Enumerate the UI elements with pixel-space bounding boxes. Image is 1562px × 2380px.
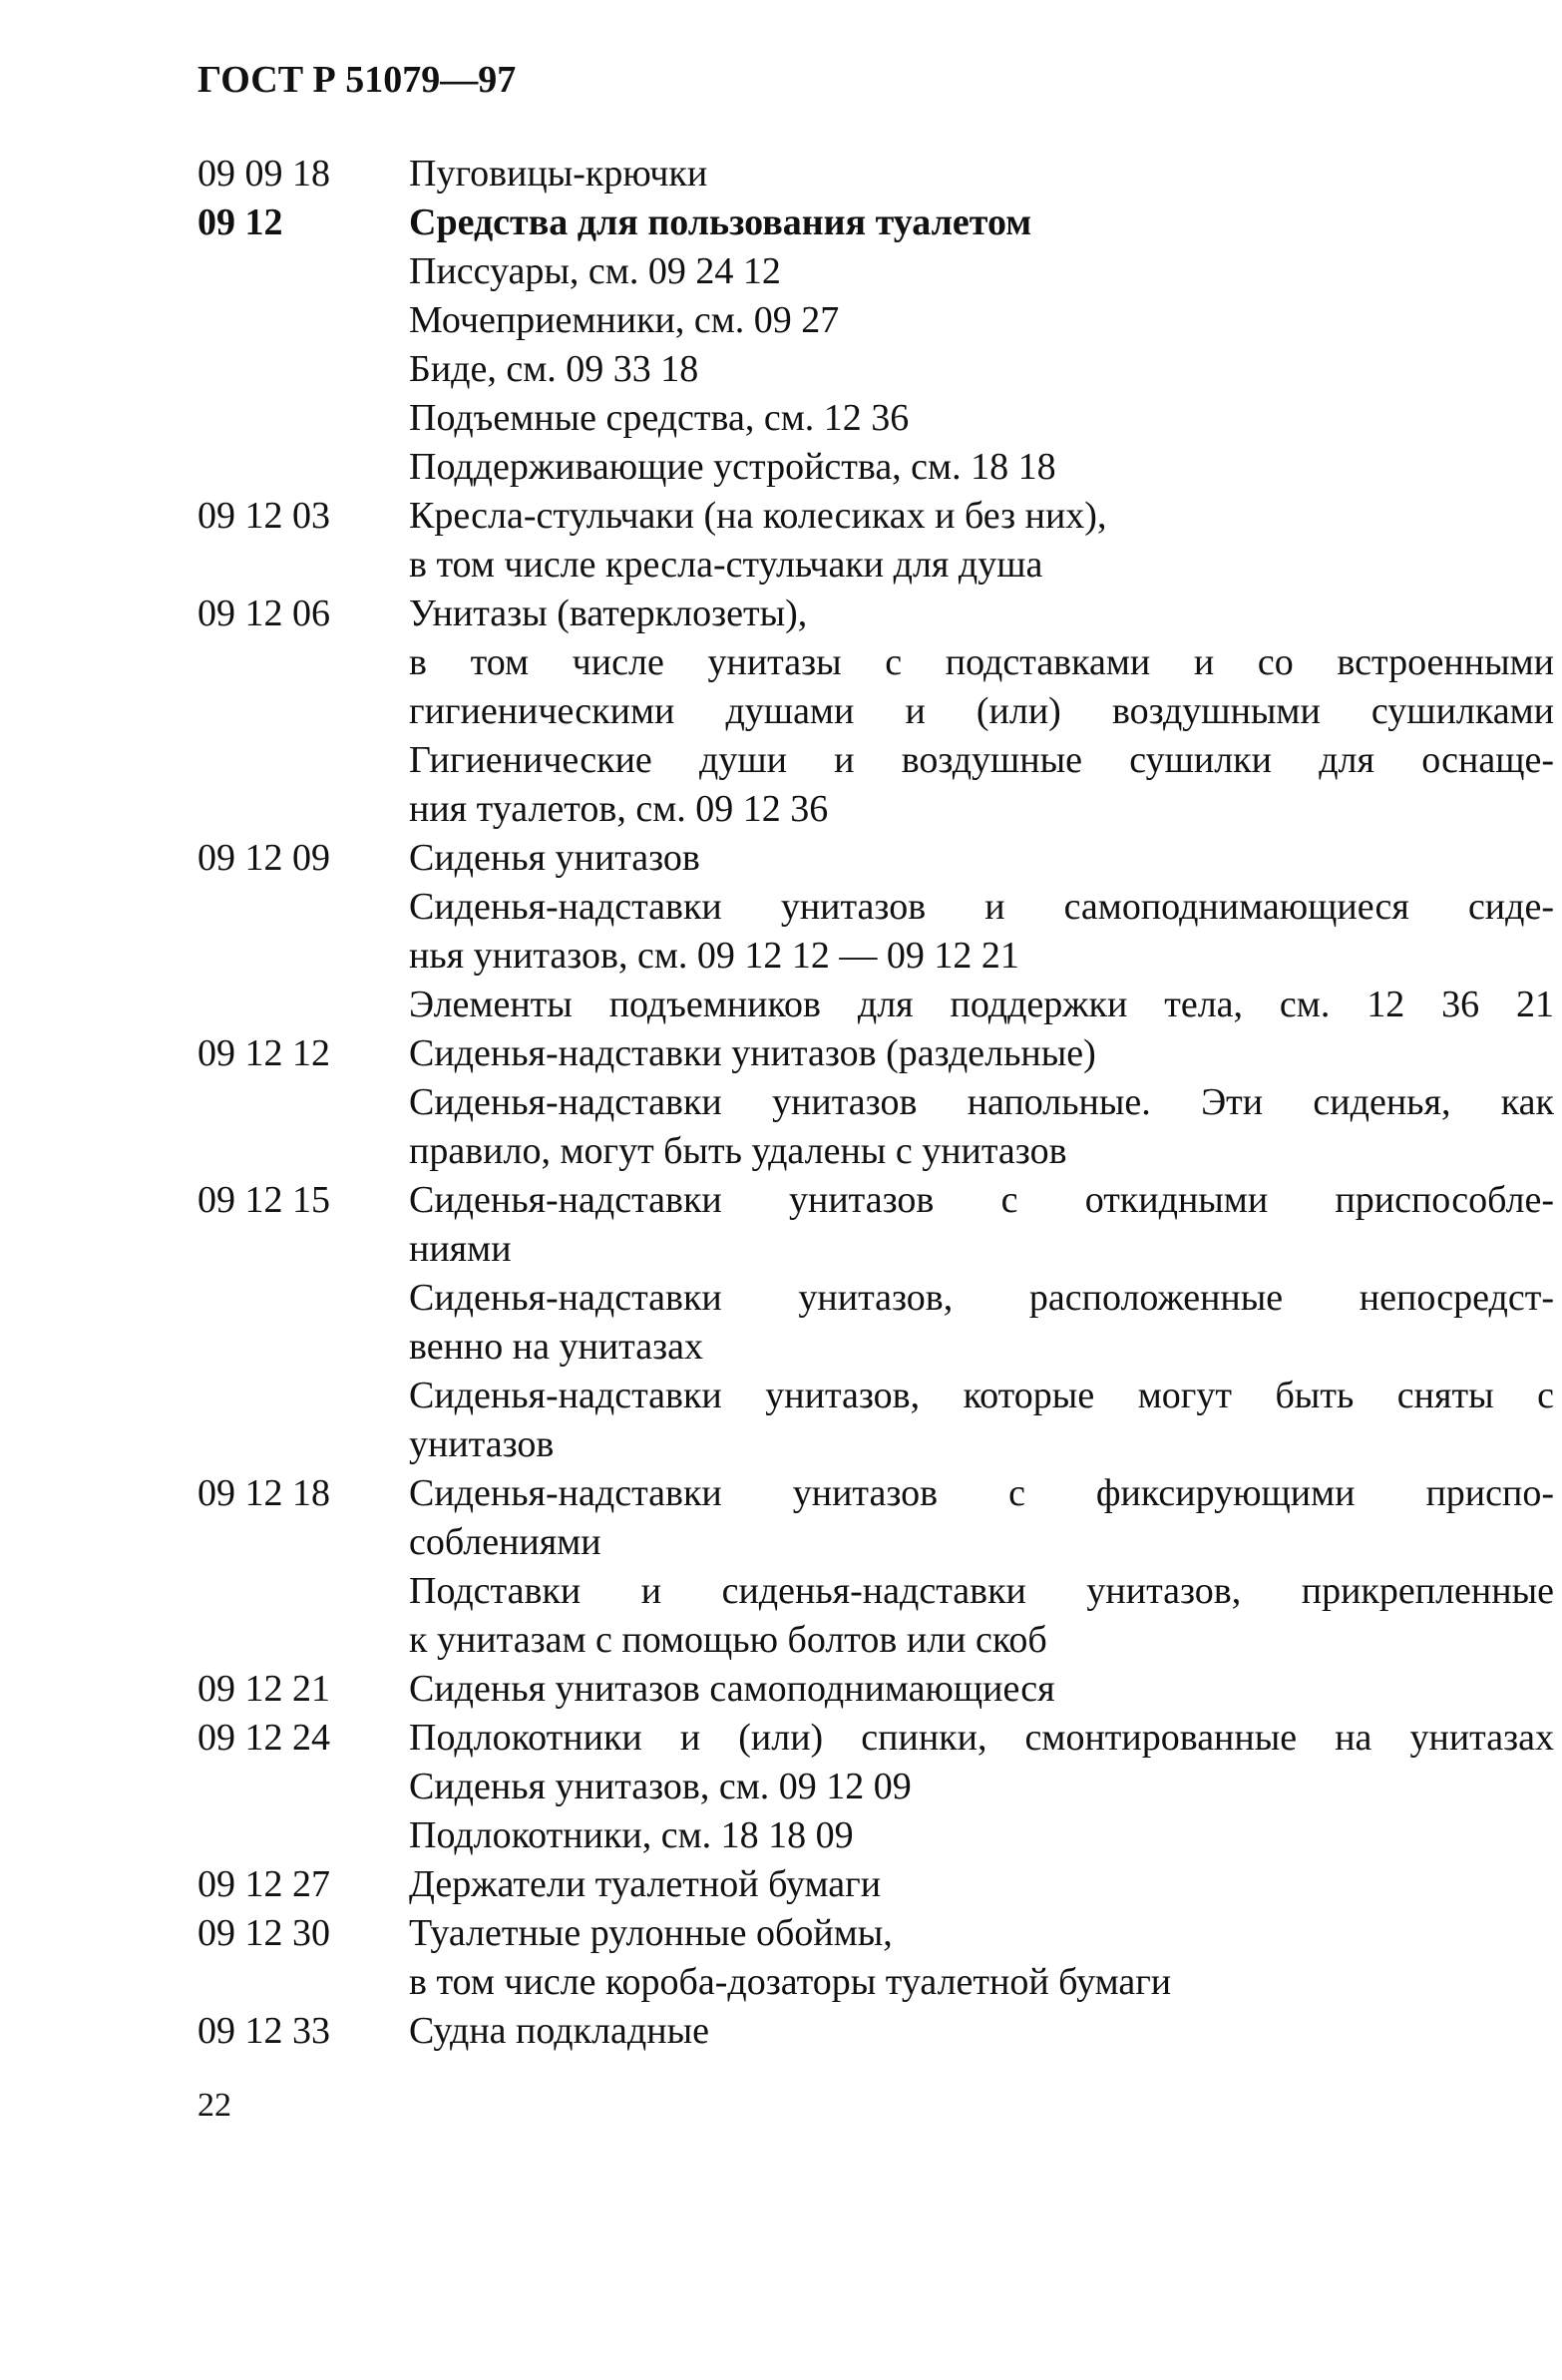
entry-line bbox=[0, 492, 1562, 541]
entry-line bbox=[0, 736, 1562, 785]
classification-entry bbox=[0, 834, 1562, 1029]
entry-line bbox=[0, 1665, 1562, 1714]
entry-line bbox=[0, 1029, 1562, 1078]
entry-text: Биде, см. 09 33 18 bbox=[409, 348, 699, 390]
page-number: 22 bbox=[197, 2087, 231, 2124]
entry-code: 09 12 06 bbox=[197, 593, 330, 634]
entry-text: к унитазам с помощью болтов или скоб bbox=[409, 1619, 1047, 1661]
entry-code: 09 12 30 bbox=[197, 1912, 330, 1954]
entry-line bbox=[0, 1372, 1562, 1420]
entry-line bbox=[0, 883, 1562, 932]
entry-line bbox=[0, 198, 1562, 247]
entry-code: 09 12 24 bbox=[197, 1717, 330, 1759]
entry-text: Сиденья унитазов bbox=[409, 837, 700, 879]
classification-entry bbox=[0, 198, 1562, 247]
entry-text: гигиеническими душами и (или) воздушными сушилками bbox=[409, 690, 1554, 732]
entry-text: Сиденья-надставки унитазов, расположенные непосредст- bbox=[409, 1277, 1554, 1319]
entry-text: Элементы подъемников для поддержки тела, см. 12 36 21 bbox=[409, 984, 1554, 1025]
entry-text: Сиденья-надставки унитазов с откидными приспособле- bbox=[409, 1179, 1554, 1221]
classification-entry bbox=[0, 590, 1562, 834]
classification-entry bbox=[0, 1714, 1562, 1860]
classification-entry bbox=[0, 247, 1562, 492]
entry-text: ниями bbox=[409, 1228, 512, 1270]
entry-line bbox=[0, 1763, 1562, 1811]
entry-code: 09 12 03 bbox=[197, 495, 330, 537]
entry-line bbox=[0, 638, 1562, 687]
entry-text: унитазов bbox=[409, 1423, 555, 1465]
entry-text: Унитазы (ватерклозеты), bbox=[409, 593, 808, 634]
entry-line bbox=[0, 981, 1562, 1029]
entry-code: 09 09 18 bbox=[197, 153, 330, 195]
entry-text: правило, могут быть удалены с унитазов bbox=[409, 1130, 1067, 1172]
classification-list bbox=[0, 150, 1562, 2056]
entry-line bbox=[0, 785, 1562, 834]
classification-entry bbox=[0, 492, 1562, 590]
entry-line bbox=[0, 687, 1562, 736]
document-header: ГОСТ Р 51079—97 bbox=[197, 59, 517, 101]
entry-text: Пуговицы-крючки bbox=[409, 153, 708, 195]
entry-text: Подставки и сиденья-надставки унитазов, прикрепленные bbox=[409, 1570, 1554, 1612]
entry-text: Сиденья-надставки унитазов, которые могут быть сняты с bbox=[409, 1375, 1554, 1416]
entry-line bbox=[0, 1078, 1562, 1127]
classification-entry bbox=[0, 1665, 1562, 1714]
entry-code: 09 12 bbox=[197, 201, 283, 243]
entry-text: нья унитазов, см. 09 12 12 — 09 12 21 bbox=[409, 935, 1019, 977]
entry-line bbox=[0, 1323, 1562, 1372]
entry-line bbox=[0, 1274, 1562, 1323]
entry-text: Судна подкладные bbox=[409, 2010, 709, 2052]
entry-text: Сиденья унитазов самоподнимающиеся bbox=[409, 1668, 1055, 1710]
entry-line bbox=[0, 1567, 1562, 1616]
classification-entry bbox=[0, 1469, 1562, 1665]
entry-text: Сиденья-надставки унитазов с фиксирующими приспо- bbox=[409, 1472, 1554, 1514]
entry-line bbox=[0, 1811, 1562, 1860]
entry-line bbox=[0, 1127, 1562, 1176]
entry-line bbox=[0, 834, 1562, 883]
entry-text: Мочеприемники, см. 09 27 bbox=[409, 299, 840, 341]
entry-text: Поддерживающие устройства, см. 18 18 bbox=[409, 446, 1056, 488]
entry-line bbox=[0, 1860, 1562, 1909]
entry-line bbox=[0, 1420, 1562, 1469]
entry-code: 09 12 12 bbox=[197, 1032, 330, 1074]
classification-entry bbox=[0, 1860, 1562, 1909]
entry-text: Сиденья унитазов, см. 09 12 09 bbox=[409, 1766, 912, 1807]
classification-entry bbox=[0, 1176, 1562, 1469]
entry-text: в том числе кресла-стульчаки для душа bbox=[409, 544, 1043, 586]
entry-line bbox=[0, 1469, 1562, 1518]
entry-line bbox=[0, 345, 1562, 394]
entry-code: 09 12 33 bbox=[197, 2010, 330, 2052]
entry-text: Сиденья-надставки унитазов напольные. Эти сиденья, как bbox=[409, 1081, 1554, 1123]
entry-line bbox=[0, 1616, 1562, 1665]
entry-text: Туалетные рулонные обоймы, bbox=[409, 1912, 893, 1954]
entry-line bbox=[0, 2007, 1562, 2056]
entry-code: 09 12 27 bbox=[197, 1863, 330, 1905]
entry-line bbox=[0, 150, 1562, 198]
entry-line bbox=[0, 932, 1562, 981]
classification-entry bbox=[0, 1029, 1562, 1176]
entry-text: Сиденья-надставки унитазов (раздельные) bbox=[409, 1032, 1096, 1074]
entry-line bbox=[0, 1176, 1562, 1225]
entry-text: в том числе унитазы с подставками и со встроенными bbox=[409, 641, 1554, 683]
entry-text: Держатели туалетной бумаги bbox=[409, 1863, 882, 1905]
entry-text: Писсуары, см. 09 24 12 bbox=[409, 250, 781, 292]
entry-line bbox=[0, 1909, 1562, 1958]
entry-line bbox=[0, 1225, 1562, 1274]
entry-text: Гигиенические души и воздушные сушилки для оснаще- bbox=[409, 739, 1554, 781]
entry-text: Подъемные средства, см. 12 36 bbox=[409, 397, 910, 439]
entry-code: 09 12 18 bbox=[197, 1472, 330, 1514]
entry-line bbox=[0, 590, 1562, 638]
entry-text: соблениями bbox=[409, 1521, 601, 1563]
entry-text: ния туалетов, см. 09 12 36 bbox=[409, 788, 829, 830]
entry-text: Сиденья-надставки унитазов и самоподнимающиеся сиде- bbox=[409, 886, 1554, 928]
entry-text: Кресла-стульчаки (на колесиках и без них), bbox=[409, 495, 1107, 537]
entry-line bbox=[0, 296, 1562, 345]
entry-line bbox=[0, 247, 1562, 296]
classification-entry bbox=[0, 150, 1562, 198]
entry-line bbox=[0, 394, 1562, 443]
classification-entry bbox=[0, 1909, 1562, 2007]
entry-text: Средства для пользования туалетом bbox=[409, 201, 1032, 243]
entry-code: 09 12 09 bbox=[197, 837, 330, 879]
entry-line bbox=[0, 541, 1562, 590]
entry-line bbox=[0, 1714, 1562, 1763]
entry-text: Подлокотники и (или) спинки, смонтированные на унитазах bbox=[409, 1717, 1554, 1759]
entry-text: Подлокотники, см. 18 18 09 bbox=[409, 1814, 854, 1856]
entry-text: в том числе короба-дозаторы туалетной бумаги bbox=[409, 1961, 1172, 2003]
entry-text: венно на унитазах bbox=[409, 1326, 703, 1368]
classification-entry bbox=[0, 2007, 1562, 2056]
entry-line bbox=[0, 1958, 1562, 2007]
entry-line bbox=[0, 443, 1562, 492]
entry-line bbox=[0, 1518, 1562, 1567]
entry-code: 09 12 15 bbox=[197, 1179, 330, 1221]
entry-code: 09 12 21 bbox=[197, 1668, 330, 1710]
